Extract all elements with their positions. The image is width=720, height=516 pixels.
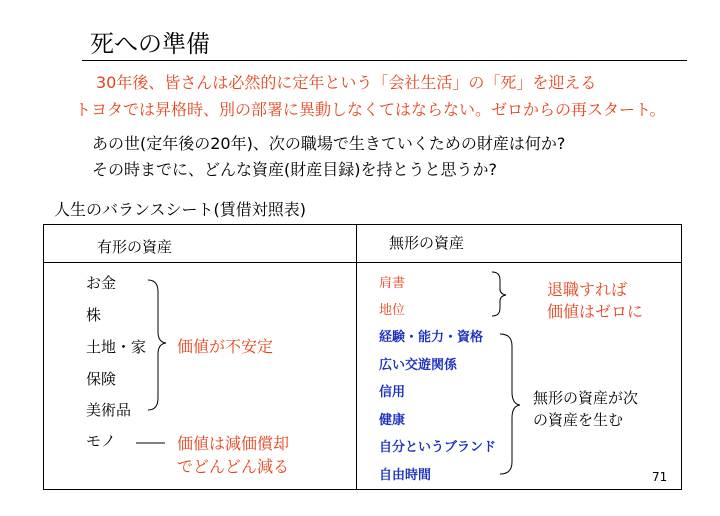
intangible-item: 自分というブランド: [379, 440, 497, 455]
depreciation-note-line-1: 価値は減価償却: [177, 434, 290, 453]
question-line-2: その時までに、どんな資産(財産目録)を持とうと思うか?: [92, 160, 497, 179]
page-number: 71: [652, 470, 668, 484]
tangible-note-unstable: 価値が不安定: [177, 337, 274, 356]
tangible-item: お金: [86, 274, 117, 292]
intangible-item: 自由時間: [379, 468, 432, 483]
question-line-1: あの世(定年後の20年)、次の職場で生きていくための財産は何か?: [92, 134, 566, 153]
tangible-assets-header: 有形の資産: [97, 238, 173, 256]
tangible-item: 保険: [86, 370, 117, 388]
intangible-red-item: 地位: [379, 303, 406, 318]
brace-icon: [148, 280, 166, 410]
intangible-assets-header: 無形の資産: [389, 234, 465, 252]
balance-sheet-title: 人生のバランスシート(賃借対照表): [54, 200, 307, 219]
tangible-item: 株: [86, 306, 102, 324]
intangible-item: 経験・能力・資格: [379, 330, 484, 345]
tangible-item: モノ: [86, 432, 116, 450]
intangible-item: 広い交遊関係: [379, 358, 458, 373]
intro-line-2: トヨタでは昇格時、別の部署に異動しなくてはならない。ゼロからの再スタート。: [75, 100, 666, 119]
intangible-item: 信用: [379, 385, 406, 400]
intro-line-1: 30年後、皆さんは必然的に定年という「会社生活」の「死」を迎える: [96, 73, 597, 92]
intangible-red-item: 肩書: [379, 276, 406, 291]
brace-icon: [500, 334, 520, 474]
retirement-note-line-2: 価値はゼロに: [547, 302, 644, 321]
tangible-item: 美術品: [86, 401, 132, 419]
retirement-note-line-1: 退職すれば: [547, 280, 628, 299]
brace-icon: [492, 272, 506, 316]
page-title: 死への準備: [90, 30, 210, 58]
tangible-item: 土地・家: [86, 338, 147, 356]
intangible-note-line-1: 無形の資産が次: [533, 389, 639, 407]
intangible-item: 健康: [379, 413, 406, 428]
intangible-note-line-2: の資産を生む: [533, 411, 624, 429]
depreciation-note-line-2: でどんどん減る: [177, 457, 290, 476]
